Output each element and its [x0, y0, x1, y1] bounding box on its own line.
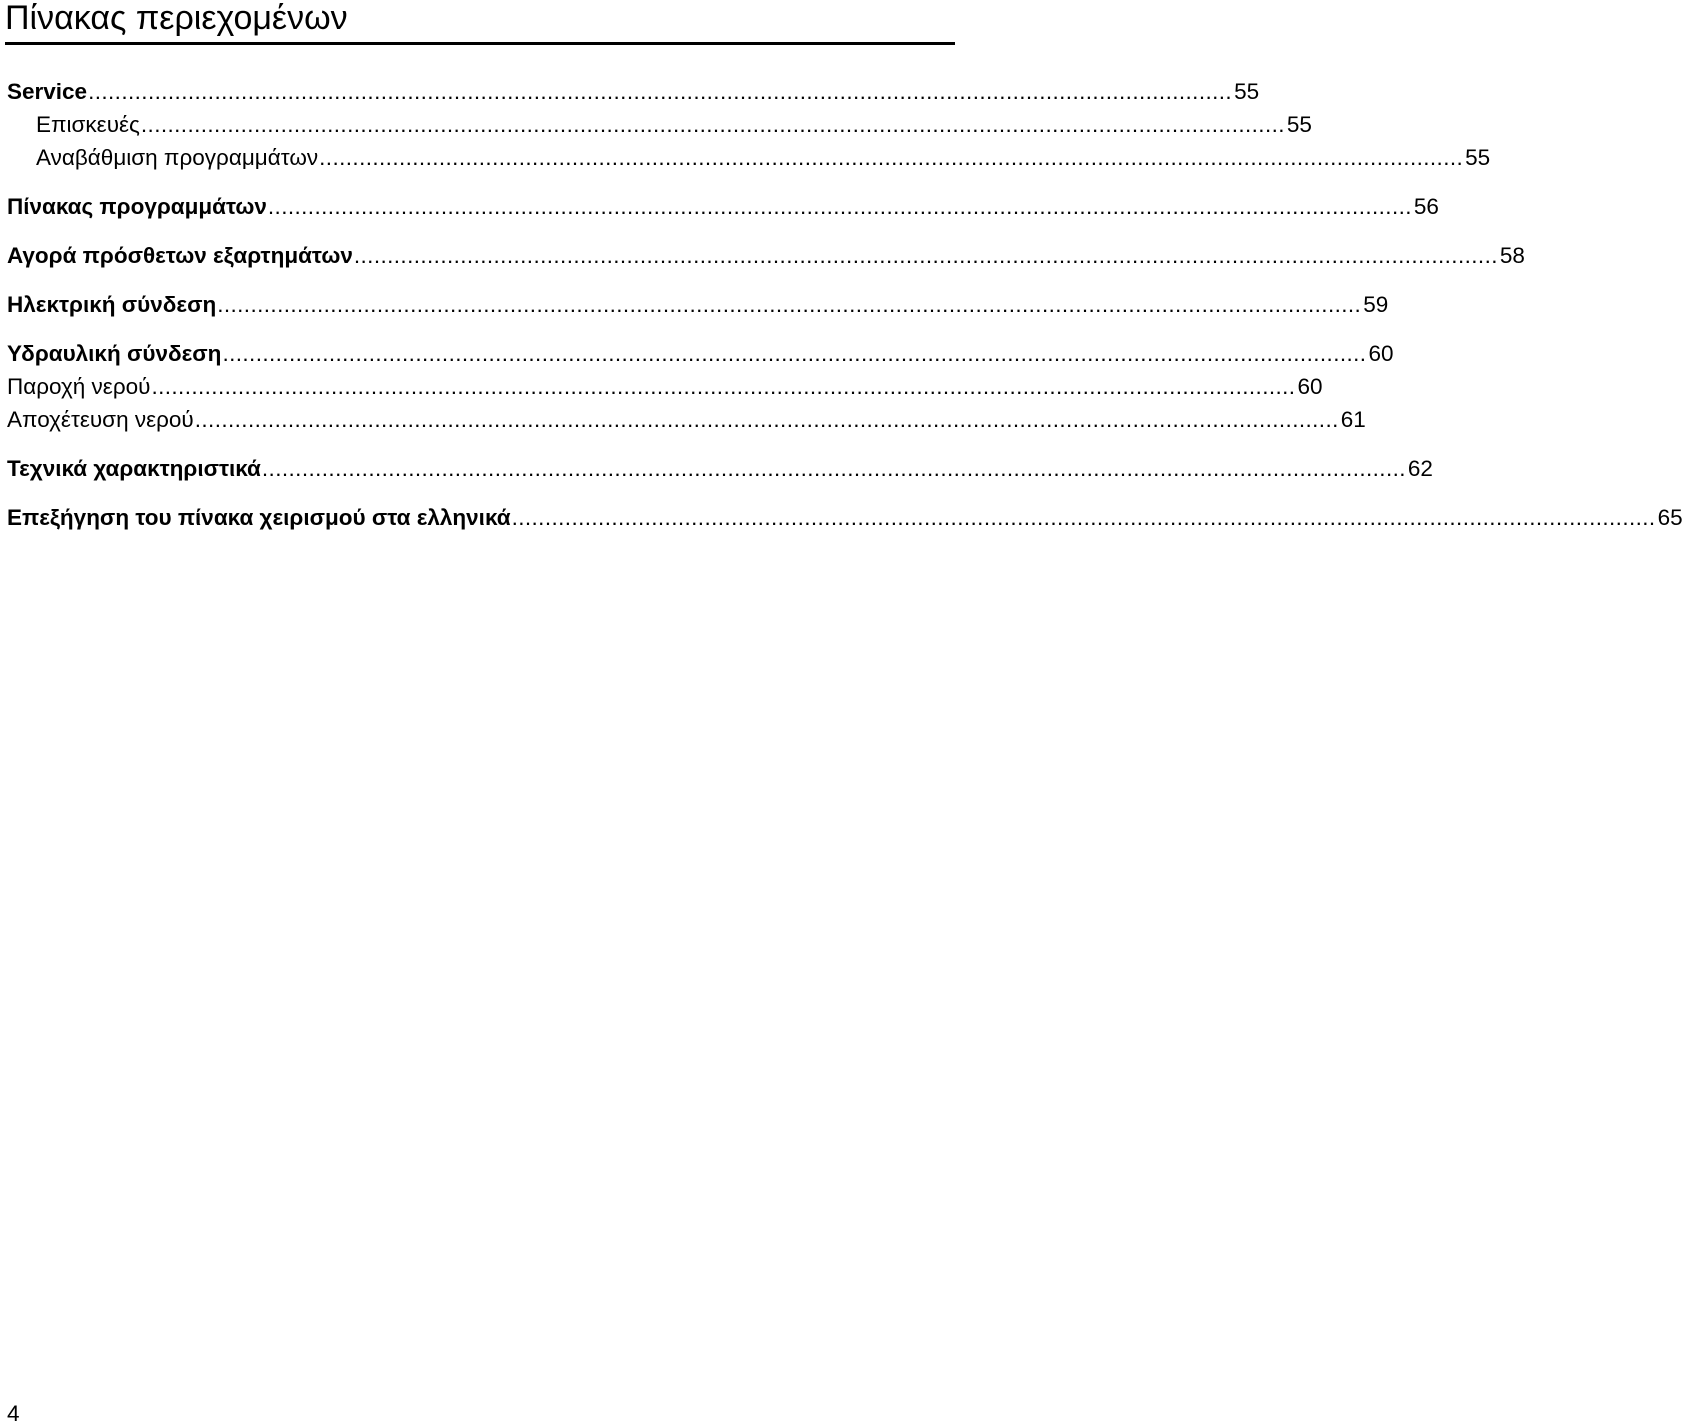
toc-entry[interactable] — [7, 504, 1683, 532]
toc-entry-page: 65 — [1657, 505, 1683, 530]
toc-leader-dots: ............................................................................................................................................................................ — [353, 243, 1498, 268]
toc-leader-dots: ............................................................................................................................................................................ — [151, 374, 1296, 399]
toc-entry-page: 61 — [1340, 407, 1366, 432]
toc-entry-page: 59 — [1363, 292, 1389, 317]
toc-leader-dots: ............................................................................................................................................................................ — [222, 341, 1367, 366]
toc-entry[interactable] — [7, 455, 1433, 483]
toc-entry-page: 60 — [1297, 374, 1323, 399]
toc-leader-dots: ............................................................................................................................................................................ — [140, 112, 1285, 137]
toc-entry-page: 55 — [1234, 79, 1260, 104]
toc-leader-dots: ............................................................................................................................................................................ — [511, 505, 1656, 530]
toc-entry-text: Αγορά πρόσθετων εξαρτημάτων — [7, 243, 353, 268]
toc-entry-text: Ηλεκτρική σύνδεση — [7, 292, 217, 317]
toc-entry-text: Service — [7, 79, 88, 104]
toc-entry-text: Παροχή νερού — [7, 374, 151, 399]
toc-entry-text: Επισκευές — [36, 112, 140, 137]
toc-entry-text: Επεξήγηση του πίνακα χειρισμού στα ελληνικά — [7, 505, 511, 530]
toc-entry-text: Τεχνικά χαρακτηριστικά — [7, 456, 261, 481]
toc-entry[interactable] — [7, 340, 1394, 368]
toc-entry-page: 55 — [1286, 112, 1312, 137]
title-rule — [5, 42, 955, 45]
toc-leader-dots: ............................................................................................................................................................................ — [194, 407, 1339, 432]
toc-leader-dots: ............................................................................................................................................................................ — [319, 145, 1464, 170]
toc-entry-page: 60 — [1368, 341, 1394, 366]
toc-leader-dots: ............................................................................................................................................................................ — [88, 79, 1233, 104]
toc-leader-dots: ............................................................................................................................................................................ — [217, 292, 1362, 317]
toc-entry-page: 62 — [1407, 456, 1433, 481]
toc-entry[interactable] — [7, 111, 1312, 139]
toc-entry-text: Πίνακας προγραμμάτων — [7, 194, 267, 219]
toc-entry-text: Υδραυλική σύνδεση — [7, 341, 222, 366]
toc-entry-text: Αποχέτευση νερού — [7, 407, 194, 432]
toc-entry[interactable] — [7, 242, 1525, 270]
toc-entry-page: 56 — [1413, 194, 1439, 219]
toc-entry[interactable] — [7, 406, 1366, 434]
toc-entry[interactable] — [7, 193, 1439, 221]
toc-leader-dots: ............................................................................................................................................................................ — [267, 194, 1412, 219]
toc-entry-page: 58 — [1499, 243, 1525, 268]
toc-entry-page: 55 — [1465, 145, 1491, 170]
toc-leader-dots: ............................................................................................................................................................................ — [261, 456, 1406, 481]
toc-entry[interactable] — [7, 373, 1323, 401]
toc-entry[interactable] — [7, 144, 1491, 172]
page-title: Πίνακας περιεχομένων — [5, 0, 348, 37]
toc-entry[interactable] — [7, 291, 1389, 319]
toc-entry-text: Αναβάθμιση προγραμμάτων — [36, 145, 319, 170]
toc-entry[interactable] — [7, 78, 1260, 106]
page-number: 4 — [7, 1401, 20, 1426]
